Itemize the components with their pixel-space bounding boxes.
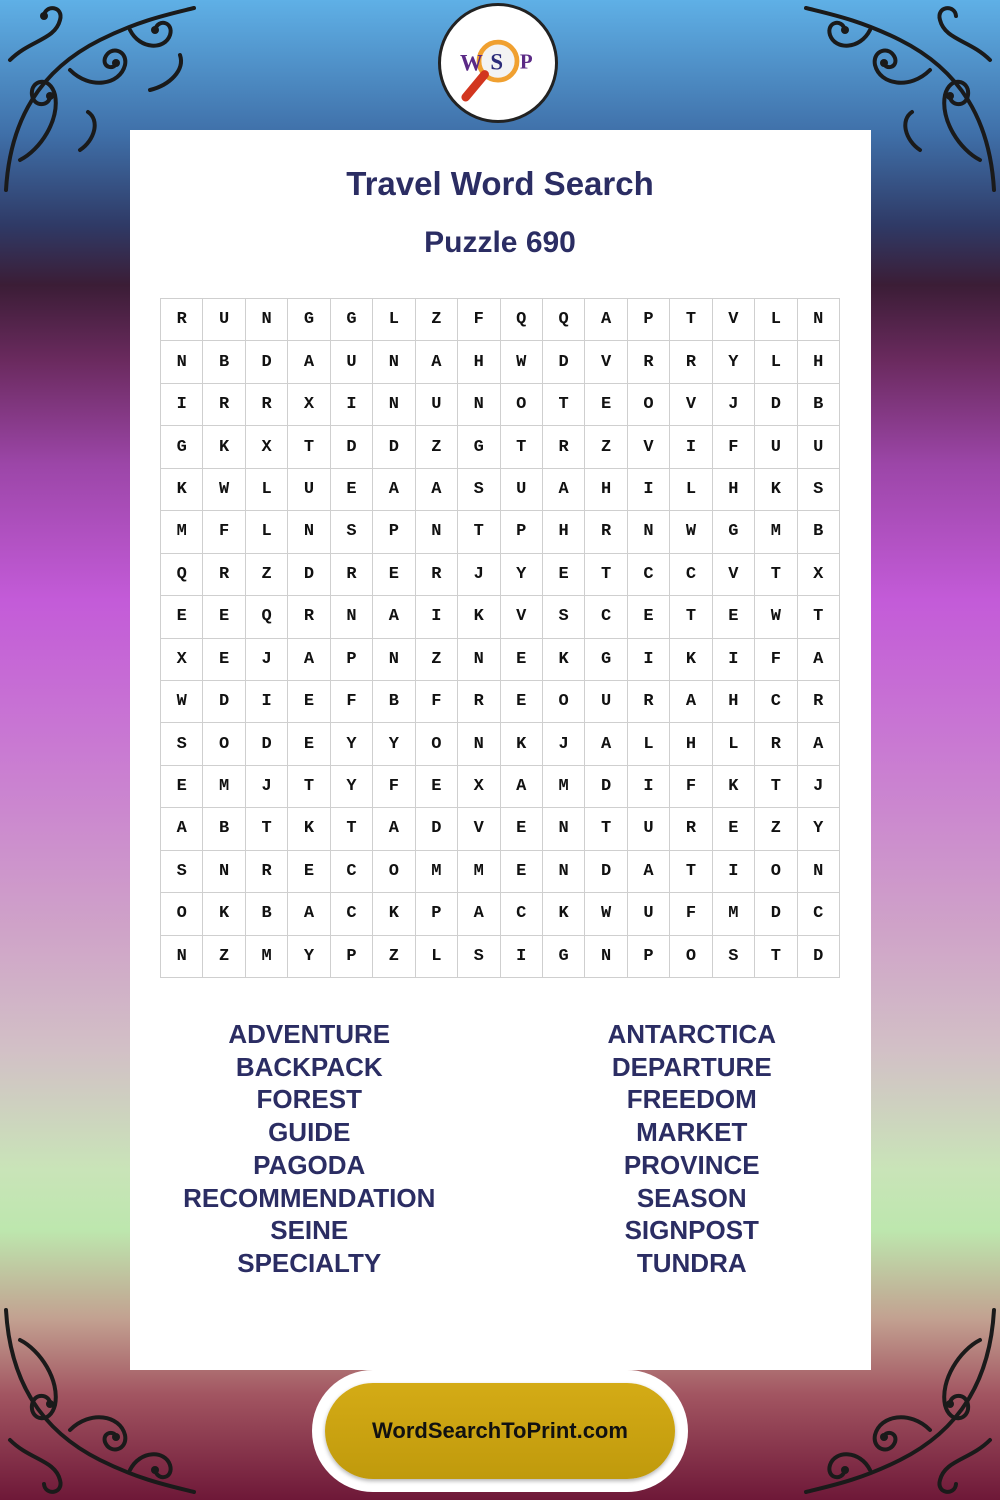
grid-cell[interactable]: C [501,893,543,935]
grid-cell[interactable]: E [161,596,203,638]
grid-cell[interactable]: G [543,936,585,978]
grid-cell[interactable]: U [203,299,245,341]
grid-cell[interactable]: K [755,469,797,511]
grid-cell[interactable]: V [501,596,543,638]
grid-cell[interactable]: Y [331,723,373,765]
grid-cell[interactable]: O [543,681,585,723]
word-list-right [507,1018,878,1280]
grid-cell[interactable]: A [798,723,840,765]
grid-cell[interactable]: Z [755,808,797,850]
grid-cell[interactable]: J [246,766,288,808]
grid-cell[interactable]: T [585,554,627,596]
grid-cell[interactable]: I [501,936,543,978]
grid-cell[interactable]: O [203,723,245,765]
grid-cell[interactable]: L [246,469,288,511]
grid-cell[interactable]: E [416,766,458,808]
grid-cell[interactable]: F [416,681,458,723]
word-list [130,1018,871,1280]
grid-cell[interactable]: H [543,511,585,553]
grid-cell[interactable]: B [798,384,840,426]
grid-cell[interactable]: P [628,936,670,978]
grid-cell[interactable]: E [585,384,627,426]
grid-cell[interactable]: I [161,384,203,426]
grid-cell[interactable]: G [288,299,330,341]
grid-cell[interactable]: E [501,681,543,723]
grid-cell[interactable]: Q [501,299,543,341]
grid-cell[interactable]: R [203,384,245,426]
grid-cell[interactable]: S [713,936,755,978]
grid-cell[interactable]: U [628,808,670,850]
grid-cell[interactable]: R [416,554,458,596]
grid-cell[interactable]: F [203,511,245,553]
grid-cell[interactable]: C [755,681,797,723]
grid-cell[interactable]: N [543,808,585,850]
grid-cell[interactable]: T [670,596,712,638]
grid-cell[interactable]: H [713,469,755,511]
word-item: ANTARCTICA [607,1019,776,1049]
grid-cell[interactable]: F [713,426,755,468]
grid-cell[interactable]: L [670,469,712,511]
grid-cell[interactable]: A [373,808,415,850]
grid-cell[interactable]: A [585,299,627,341]
grid-cell[interactable]: M [246,936,288,978]
grid-cell[interactable]: Q [543,299,585,341]
grid-cell[interactable]: T [501,426,543,468]
grid-cell[interactable]: L [755,299,797,341]
grid-cell[interactable]: R [246,384,288,426]
grid-cell[interactable]: F [670,893,712,935]
grid-cell[interactable]: U [628,893,670,935]
grid-cell[interactable]: F [755,639,797,681]
grid-cell[interactable]: E [628,596,670,638]
grid-cell[interactable]: R [585,511,627,553]
grid-cell[interactable]: B [203,341,245,383]
grid-cell[interactable]: P [331,936,373,978]
grid-cell[interactable]: N [585,936,627,978]
grid-cell[interactable]: I [670,426,712,468]
grid-cell[interactable]: V [670,384,712,426]
grid-cell[interactable]: R [203,554,245,596]
word-item: SPECIALTY [237,1247,382,1278]
grid-cell[interactable]: I [331,384,373,426]
grid-cell[interactable]: W [203,469,245,511]
grid-cell[interactable]: K [203,893,245,935]
grid-cell[interactable]: G [713,511,755,553]
grid-cell[interactable]: T [331,808,373,850]
grid-cell[interactable]: S [543,596,585,638]
grid-cell[interactable]: X [458,766,500,808]
word-item: PAGODA [253,1149,366,1180]
grid-cell[interactable]: N [288,511,330,553]
grid-cell[interactable]: M [543,766,585,808]
grid-cell[interactable]: R [755,723,797,765]
grid-cell[interactable]: I [628,469,670,511]
grid-cell[interactable]: X [246,426,288,468]
grid-cell[interactable]: E [373,554,415,596]
grid-cell[interactable]: J [713,384,755,426]
grid-cell[interactable]: O [373,851,415,893]
grid-cell[interactable]: N [458,723,500,765]
grid-cell[interactable]: B [798,511,840,553]
grid-cell[interactable]: S [458,936,500,978]
grid-cell[interactable]: A [288,341,330,383]
grid-cell[interactable]: S [798,469,840,511]
grid-cell[interactable]: K [373,893,415,935]
grid-cell[interactable]: D [331,426,373,468]
grid-cell[interactable]: I [713,851,755,893]
grid-cell[interactable]: C [331,893,373,935]
grid-cell[interactable]: M [161,511,203,553]
grid-cell[interactable]: N [416,511,458,553]
grid-cell[interactable]: I [246,681,288,723]
grid-cell[interactable]: F [331,681,373,723]
grid-cell[interactable]: G [161,426,203,468]
word-item: FOREST [256,1084,362,1115]
grid-cell[interactable]: N [798,851,840,893]
grid-cell[interactable]: L [713,723,755,765]
grid-cell[interactable]: O [628,384,670,426]
grid-cell[interactable]: K [501,723,543,765]
grid-cell[interactable]: C [670,554,712,596]
grid-cell[interactable]: P [416,893,458,935]
grid-cell[interactable]: T [288,426,330,468]
grid-cell[interactable]: N [203,851,245,893]
word-item: BACKPACK [235,1051,383,1082]
grid-cell[interactable]: A [501,766,543,808]
grid-cell[interactable]: Y [373,723,415,765]
grid-cell[interactable]: Z [416,299,458,341]
grid-cell[interactable]: Y [713,341,755,383]
grid-cell[interactable]: X [161,639,203,681]
word-item: SEASON [636,1182,747,1213]
grid-cell[interactable]: A [458,893,500,935]
grid-cell[interactable]: D [798,936,840,978]
grid-cell[interactable]: C [628,554,670,596]
grid-cell[interactable]: D [543,341,585,383]
grid-cell[interactable]: T [798,596,840,638]
grid-cell[interactable]: B [246,893,288,935]
grid-cell[interactable]: W [755,596,797,638]
grid-cell[interactable]: G [585,639,627,681]
grid-cell[interactable]: L [373,299,415,341]
site-link-button[interactable] [325,1383,675,1479]
grid-cell[interactable]: Y [798,808,840,850]
grid-cell[interactable]: E [288,851,330,893]
grid-cell[interactable]: C [798,893,840,935]
grid-cell[interactable]: H [670,723,712,765]
grid-cell[interactable]: K [288,808,330,850]
grid-cell[interactable]: L [246,511,288,553]
grid-cell[interactable]: P [501,511,543,553]
grid-cell[interactable]: R [670,808,712,850]
grid-cell[interactable]: Z [585,426,627,468]
grid-cell[interactable]: N [458,639,500,681]
grid-cell[interactable]: R [458,681,500,723]
grid-cell[interactable]: E [288,723,330,765]
grid-cell[interactable]: N [373,341,415,383]
grid-cell[interactable]: K [670,639,712,681]
grid-cell[interactable]: E [501,639,543,681]
grid-cell[interactable]: L [755,341,797,383]
grid-cell[interactable]: M [713,893,755,935]
grid-cell[interactable]: R [288,596,330,638]
grid-cell[interactable]: O [755,851,797,893]
grid-cell[interactable]: Z [416,639,458,681]
grid-cell[interactable]: V [458,808,500,850]
grid-cell[interactable]: I [416,596,458,638]
grid-cell[interactable]: A [670,681,712,723]
grid-cell[interactable]: L [628,723,670,765]
grid-cell[interactable]: X [798,554,840,596]
grid-cell[interactable]: V [713,299,755,341]
grid-cell[interactable]: R [543,426,585,468]
word-item: FREEDOM [626,1084,757,1115]
grid-cell[interactable]: U [585,681,627,723]
grid-cell[interactable]: N [458,384,500,426]
grid-cell[interactable]: A [798,639,840,681]
grid-cell[interactable]: O [501,384,543,426]
grid-cell[interactable]: M [458,851,500,893]
grid-cell[interactable]: M [755,511,797,553]
grid-cell[interactable]: G [331,299,373,341]
grid-cell[interactable]: C [331,851,373,893]
grid-cell[interactable]: H [798,341,840,383]
grid-cell[interactable]: D [203,681,245,723]
grid-cell[interactable]: T [543,384,585,426]
grid-cell[interactable]: E [161,766,203,808]
grid-cell[interactable]: A [543,469,585,511]
grid-cell[interactable]: J [458,554,500,596]
grid-cell[interactable]: N [543,851,585,893]
logo-letter-w: W [460,50,483,76]
grid-cell[interactable]: W [585,893,627,935]
grid-cell[interactable]: Y [501,554,543,596]
grid-cell[interactable]: V [585,341,627,383]
grid-cell[interactable]: P [331,639,373,681]
grid-cell[interactable]: R [161,299,203,341]
grid-cell[interactable]: R [670,341,712,383]
grid-cell[interactable]: U [755,426,797,468]
letter-grid [160,298,840,978]
grid-cell[interactable]: E [713,808,755,850]
grid-cell[interactable]: D [373,426,415,468]
grid-cell[interactable]: E [288,681,330,723]
word-item: SIGNPOST [624,1215,759,1246]
site-logo[interactable] [438,3,558,123]
grid-cell[interactable]: O [416,723,458,765]
logo-letter-s: S [490,49,504,75]
grid-cell[interactable]: J [543,723,585,765]
grid-cell[interactable]: O [161,893,203,935]
grid-cell[interactable]: G [458,426,500,468]
grid-cell[interactable]: A [373,596,415,638]
grid-cell[interactable]: U [288,469,330,511]
grid-cell[interactable]: A [288,893,330,935]
grid-cell[interactable]: Y [331,766,373,808]
grid-cell[interactable]: K [543,639,585,681]
grid-cell[interactable]: T [246,808,288,850]
grid-cell[interactable]: U [331,341,373,383]
word-item: PROVINCE [623,1149,760,1180]
word-item: TUNDRA [636,1247,747,1278]
grid-cell[interactable]: Y [288,936,330,978]
grid-cell[interactable]: U [416,384,458,426]
grid-cell[interactable]: O [670,936,712,978]
grid-cell[interactable]: S [458,469,500,511]
puzzle-number: Puzzle 690 [424,226,576,259]
grid-cell[interactable]: T [288,766,330,808]
grid-cell[interactable]: N [373,384,415,426]
grid-cell[interactable]: Q [246,596,288,638]
grid-cell[interactable]: T [670,851,712,893]
grid-cell[interactable]: A [288,639,330,681]
logo-letter-p: P [519,49,533,74]
grid-cell[interactable]: N [373,639,415,681]
grid-cell[interactable]: T [755,554,797,596]
grid-cell[interactable]: F [670,766,712,808]
grid-cell[interactable]: A [373,469,415,511]
grid-cell[interactable]: F [458,299,500,341]
grid-cell[interactable]: N [161,936,203,978]
word-item: GUIDE [268,1117,351,1148]
grid-cell[interactable]: D [585,851,627,893]
grid-cell[interactable]: N [798,299,840,341]
word-item: ADVENTURE [228,1019,391,1049]
word-item: MARKET [636,1117,748,1148]
grid-cell[interactable]: P [628,299,670,341]
grid-cell[interactable]: E [203,596,245,638]
grid-cell[interactable]: A [416,341,458,383]
grid-cell[interactable]: A [585,723,627,765]
grid-cell[interactable]: E [501,851,543,893]
grid-cell[interactable]: A [628,851,670,893]
grid-cell[interactable]: V [628,426,670,468]
grid-cell[interactable]: R [798,681,840,723]
grid-cell[interactable]: T [670,299,712,341]
grid-cell[interactable]: K [161,469,203,511]
grid-cell[interactable]: P [373,511,415,553]
word-item: RECOMMENDATION [183,1182,436,1213]
grid-cell[interactable]: W [670,511,712,553]
grid-cell[interactable]: H [713,681,755,723]
grid-cell[interactable]: Z [373,936,415,978]
grid-cell[interactable]: D [585,766,627,808]
grid-cell[interactable]: I [713,639,755,681]
grid-cell[interactable]: D [246,723,288,765]
grid-cell[interactable]: W [161,681,203,723]
grid-cell[interactable]: I [628,639,670,681]
grid-cell[interactable]: D [755,893,797,935]
grid-cell[interactable]: J [246,639,288,681]
grid-cell[interactable]: K [458,596,500,638]
grid-cell[interactable]: K [543,893,585,935]
grid-cell[interactable]: Z [416,426,458,468]
grid-cell[interactable]: K [203,426,245,468]
grid-cell[interactable]: W [501,341,543,383]
grid-cell[interactable]: H [585,469,627,511]
grid-cell[interactable]: T [755,766,797,808]
grid-cell[interactable]: E [543,554,585,596]
grid-cell[interactable]: D [246,341,288,383]
grid-cell[interactable]: B [203,808,245,850]
grid-cell[interactable]: D [755,384,797,426]
grid-cell[interactable]: B [373,681,415,723]
grid-cell[interactable]: D [416,808,458,850]
grid-cell[interactable]: J [798,766,840,808]
grid-cell[interactable]: U [798,426,840,468]
grid-cell[interactable]: Q [161,554,203,596]
grid-cell[interactable]: N [628,511,670,553]
grid-cell[interactable]: S [331,511,373,553]
grid-cell[interactable]: T [755,936,797,978]
grid-cell[interactable]: A [161,808,203,850]
grid-cell[interactable]: R [246,851,288,893]
grid-cell[interactable]: M [203,766,245,808]
grid-cell[interactable]: R [331,554,373,596]
grid-cell[interactable]: U [501,469,543,511]
grid-cell[interactable]: H [458,341,500,383]
word-item: DEPARTURE [611,1051,772,1082]
grid-cell[interactable]: D [288,554,330,596]
grid-cell[interactable]: C [585,596,627,638]
grid-cell[interactable]: Z [246,554,288,596]
page-title: Travel Word Search [346,165,654,202]
grid-cell[interactable]: I [628,766,670,808]
grid-cell[interactable]: Z [203,936,245,978]
grid-cell[interactable]: R [628,341,670,383]
grid-cell[interactable]: E [501,808,543,850]
word-list-left [124,1018,495,1280]
grid-cell[interactable]: L [416,936,458,978]
grid-cell[interactable]: N [161,341,203,383]
grid-cell[interactable]: K [713,766,755,808]
grid-cell[interactable]: N [331,596,373,638]
grid-cell[interactable]: T [458,511,500,553]
word-item: SEINE [270,1215,349,1246]
grid-cell[interactable]: V [713,554,755,596]
grid-cell[interactable]: E [713,596,755,638]
grid-cell[interactable]: N [246,299,288,341]
grid-cell[interactable]: R [628,681,670,723]
grid-cell[interactable]: M [416,851,458,893]
grid-cell[interactable]: A [416,469,458,511]
grid-cell[interactable]: S [161,723,203,765]
site-link-label: WordSearchToPrint.com [372,1418,628,1443]
grid-cell[interactable]: E [203,639,245,681]
grid-cell[interactable]: T [585,808,627,850]
grid-cell[interactable]: S [161,851,203,893]
grid-cell[interactable]: F [373,766,415,808]
grid-cell[interactable]: E [331,469,373,511]
grid-cell[interactable]: X [288,384,330,426]
